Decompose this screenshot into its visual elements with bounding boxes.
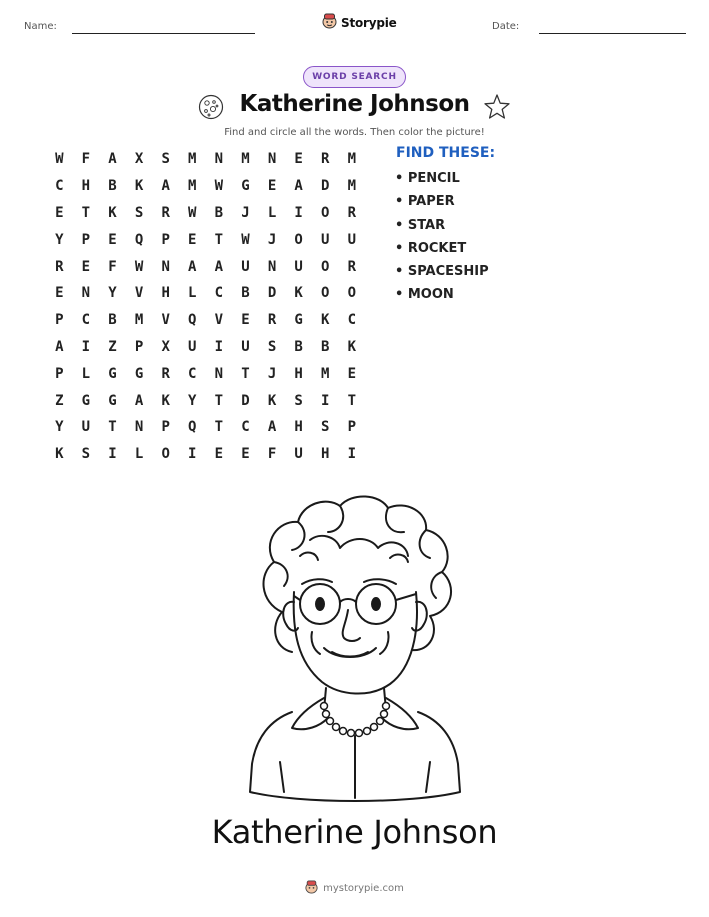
grid-letter[interactable]: Y: [108, 285, 117, 302]
grid-row: [46, 387, 365, 414]
grid-letter[interactable]: Q: [134, 231, 144, 248]
grid-letter[interactable]: D: [267, 285, 277, 302]
grid-letter[interactable]: S: [294, 392, 303, 409]
grid-row: [46, 280, 365, 307]
grid-letter[interactable]: N: [161, 258, 170, 275]
grid-letter[interactable]: V: [161, 312, 170, 329]
grid-letter[interactable]: E: [55, 285, 64, 302]
grid-letter[interactable]: O: [347, 285, 357, 302]
grid-letter[interactable]: C: [241, 419, 250, 436]
page-title: Katherine Johnson: [239, 91, 470, 117]
grid-letter[interactable]: V: [214, 312, 224, 329]
grid-letter[interactable]: T: [214, 231, 224, 248]
grid-letter[interactable]: L: [267, 204, 277, 221]
grid-letter[interactable]: U: [241, 258, 250, 275]
grid-letter[interactable]: N: [134, 419, 144, 436]
grid-letter[interactable]: P: [161, 419, 170, 436]
grid-letter[interactable]: U: [347, 231, 357, 248]
grid-letter[interactable]: N: [214, 151, 224, 168]
grid-letter[interactable]: A: [55, 338, 64, 355]
grid-letter[interactable]: G: [108, 365, 117, 382]
grid-letter[interactable]: O: [161, 446, 170, 463]
grid-letter[interactable]: A: [267, 419, 277, 436]
word-list-item: • PENCIL: [395, 171, 460, 186]
grid-letter[interactable]: D: [321, 178, 330, 195]
grid-letter[interactable]: J: [241, 204, 250, 221]
grid-letter[interactable]: G: [108, 392, 117, 409]
grid-letter[interactable]: P: [347, 419, 357, 436]
grid-letter[interactable]: T: [81, 204, 91, 221]
footer: [0, 879, 709, 898]
grid-letter[interactable]: E: [55, 204, 64, 221]
grid-letter[interactable]: N: [214, 365, 224, 382]
instructions: Find and circle all the words. Then color the picture!: [224, 127, 485, 138]
grid-letter[interactable]: G: [241, 178, 250, 195]
date-label: Date:: [492, 21, 520, 32]
grid-letter[interactable]: E: [188, 231, 197, 248]
grid-row: [46, 173, 365, 200]
grid-letter[interactable]: L: [188, 285, 197, 302]
grid-letter[interactable]: I: [81, 338, 91, 355]
word-search-badge: WORD SEARCH: [303, 66, 406, 88]
grid-letter[interactable]: F: [267, 446, 277, 463]
grid-letter[interactable]: R: [347, 258, 357, 275]
grid-letter[interactable]: G: [81, 392, 91, 409]
grid-letter[interactable]: O: [321, 204, 330, 221]
grid-letter[interactable]: I: [214, 338, 224, 355]
grid-letter[interactable]: U: [321, 231, 330, 248]
grid-row: [46, 360, 365, 387]
grid-letter[interactable]: Y: [55, 231, 64, 248]
grid-letter[interactable]: S: [161, 151, 170, 168]
grid-letter[interactable]: E: [81, 258, 91, 275]
grid-letter[interactable]: I: [347, 446, 357, 463]
grid-letter[interactable]: U: [294, 446, 303, 463]
grid-letter[interactable]: X: [134, 151, 144, 168]
grid-letter[interactable]: T: [241, 365, 250, 382]
grid-letter[interactable]: V: [134, 285, 144, 302]
grid-letter[interactable]: C: [347, 312, 357, 329]
grid-letter[interactable]: M: [188, 151, 197, 168]
grid-letter[interactable]: M: [321, 365, 330, 382]
grid-letter[interactable]: H: [81, 178, 91, 195]
grid-letter[interactable]: Y: [55, 419, 64, 436]
grid-letter[interactable]: H: [294, 365, 303, 382]
grid-letter[interactable]: K: [294, 285, 303, 302]
grid-letter[interactable]: L: [134, 446, 144, 463]
grid-letter[interactable]: C: [214, 285, 224, 302]
find-these-heading: FIND THESE:: [396, 145, 496, 161]
grid-letter[interactable]: R: [347, 204, 357, 221]
grid-letter[interactable]: W: [241, 231, 250, 248]
word-list: [395, 171, 489, 311]
grid-letter[interactable]: T: [108, 419, 117, 436]
grid-letter[interactable]: B: [108, 312, 117, 329]
grid-row: [46, 414, 365, 441]
grid-letter[interactable]: E: [347, 365, 357, 382]
grid-letter[interactable]: D: [241, 392, 250, 409]
grid-letter[interactable]: W: [214, 178, 224, 195]
grid-letter[interactable]: E: [108, 231, 117, 248]
grid-letter[interactable]: C: [81, 312, 91, 329]
grid-letter[interactable]: H: [321, 446, 330, 463]
grid-letter[interactable]: G: [134, 365, 144, 382]
grid-letter[interactable]: I: [294, 204, 303, 221]
grid-letter[interactable]: A: [134, 392, 144, 409]
grid-letter[interactable]: N: [267, 258, 277, 275]
grid-letter[interactable]: Z: [108, 338, 117, 355]
grid-letter[interactable]: I: [321, 392, 330, 409]
grid-letter[interactable]: I: [108, 446, 117, 463]
grid-letter[interactable]: T: [214, 419, 224, 436]
grid-letter[interactable]: K: [267, 392, 277, 409]
grid-letter[interactable]: U: [188, 338, 197, 355]
grid-letter[interactable]: E: [267, 178, 277, 195]
grid-letter[interactable]: R: [161, 204, 170, 221]
footer-url[interactable]: mystorypie.com: [323, 883, 404, 894]
grid-letter[interactable]: B: [294, 338, 303, 355]
grid-row: [46, 441, 365, 468]
grid-letter[interactable]: R: [55, 258, 64, 275]
grid-letter[interactable]: A: [188, 258, 197, 275]
grid-letter[interactable]: A: [108, 151, 117, 168]
grid-letter[interactable]: S: [81, 446, 91, 463]
grid-letter[interactable]: J: [267, 231, 277, 248]
grid-letter[interactable]: O: [321, 258, 330, 275]
grid-letter[interactable]: J: [267, 365, 277, 382]
grid-letter[interactable]: E: [241, 312, 250, 329]
grid-letter[interactable]: E: [294, 151, 303, 168]
word-list-item: • MOON: [395, 287, 454, 303]
grid-letter[interactable]: W: [55, 151, 64, 168]
grid-letter[interactable]: A: [294, 178, 303, 195]
portrait-caption: Katherine Johnson: [211, 813, 498, 851]
brand-logo: [322, 13, 397, 33]
grid-letter[interactable]: E: [214, 446, 224, 463]
grid-letter[interactable]: U: [81, 419, 91, 436]
grid-letter[interactable]: S: [134, 204, 144, 221]
grid-letter[interactable]: Z: [55, 392, 64, 409]
grid-letter[interactable]: U: [294, 258, 303, 275]
grid-letter[interactable]: B: [108, 178, 117, 195]
grid-letter[interactable]: X: [161, 338, 170, 355]
grid-letter[interactable]: H: [294, 419, 303, 436]
grid-letter[interactable]: T: [347, 392, 357, 409]
grid-letter[interactable]: K: [321, 312, 330, 329]
grid-letter[interactable]: Q: [188, 312, 197, 329]
grid-letter[interactable]: N: [267, 151, 277, 168]
grid-letter[interactable]: O: [321, 285, 330, 302]
grid-letter[interactable]: B: [321, 338, 330, 355]
date-line[interactable]: [539, 33, 686, 34]
grid-letter[interactable]: K: [55, 446, 64, 463]
grid-letter[interactable]: Q: [188, 419, 197, 436]
grid-row: [46, 200, 365, 227]
grid-letter[interactable]: W: [134, 258, 144, 275]
storypie-logo-icon: [322, 13, 337, 33]
grid-letter[interactable]: A: [161, 178, 170, 195]
grid-letter[interactable]: M: [347, 178, 357, 195]
grid-letter[interactable]: I: [188, 446, 197, 463]
grid-letter[interactable]: E: [241, 446, 250, 463]
grid-letter[interactable]: P: [161, 231, 170, 248]
grid-letter[interactable]: G: [294, 312, 303, 329]
grid-letter[interactable]: M: [241, 151, 250, 168]
grid-letter[interactable]: M: [347, 151, 357, 168]
word-list-item: • ROCKET: [395, 240, 467, 256]
grid-letter[interactable]: C: [55, 178, 64, 195]
grid-letter[interactable]: T: [214, 392, 224, 409]
grid-letter[interactable]: H: [161, 285, 170, 302]
grid-letter[interactable]: M: [134, 312, 144, 329]
word-list-item: • PAPER: [395, 194, 455, 210]
grid-letter[interactable]: F: [108, 258, 117, 275]
grid-row: [46, 146, 365, 173]
grid-letter[interactable]: F: [81, 151, 91, 168]
grid-letter[interactable]: K: [134, 178, 144, 195]
name-label: Name:: [24, 21, 57, 32]
grid-letter[interactable]: B: [214, 204, 224, 221]
grid-letter[interactable]: P: [55, 312, 64, 329]
grid-letter[interactable]: S: [321, 419, 330, 436]
star-icon: [483, 93, 511, 125]
brand-name: Storypie: [341, 16, 397, 30]
grid-letter[interactable]: U: [241, 338, 250, 355]
grid-letter[interactable]: R: [161, 365, 170, 382]
grid-letter[interactable]: K: [347, 338, 357, 355]
grid-letter[interactable]: Y: [188, 392, 197, 409]
grid-row: [46, 334, 365, 361]
grid-letter[interactable]: M: [188, 178, 197, 195]
grid-letter[interactable]: A: [214, 258, 224, 275]
grid-letter[interactable]: L: [81, 365, 91, 382]
storypie-logo-icon: [305, 879, 318, 898]
grid-letter[interactable]: R: [321, 151, 330, 168]
grid-row: [46, 226, 365, 253]
grid-letter[interactable]: C: [188, 365, 197, 382]
word-list-item: • STAR: [395, 217, 446, 233]
grid-letter[interactable]: O: [294, 231, 303, 248]
grid-letter[interactable]: P: [81, 231, 91, 248]
grid-letter[interactable]: K: [161, 392, 170, 409]
grid-row: [46, 307, 365, 334]
grid-letter[interactable]: S: [267, 338, 277, 355]
grid-letter[interactable]: W: [188, 204, 197, 221]
grid-letter[interactable]: P: [55, 365, 64, 382]
grid-letter[interactable]: K: [108, 204, 117, 221]
grid-letter[interactable]: R: [267, 312, 277, 329]
word-list-item: • SPACESHIP: [395, 264, 489, 280]
grid-letter[interactable]: P: [134, 338, 144, 355]
name-line[interactable]: [72, 33, 255, 34]
word-search-grid[interactable]: [46, 146, 365, 468]
coloring-portrait[interactable]: [240, 492, 470, 812]
grid-letter[interactable]: N: [81, 285, 91, 302]
grid-row: [46, 253, 365, 280]
grid-letter[interactable]: B: [241, 285, 250, 302]
